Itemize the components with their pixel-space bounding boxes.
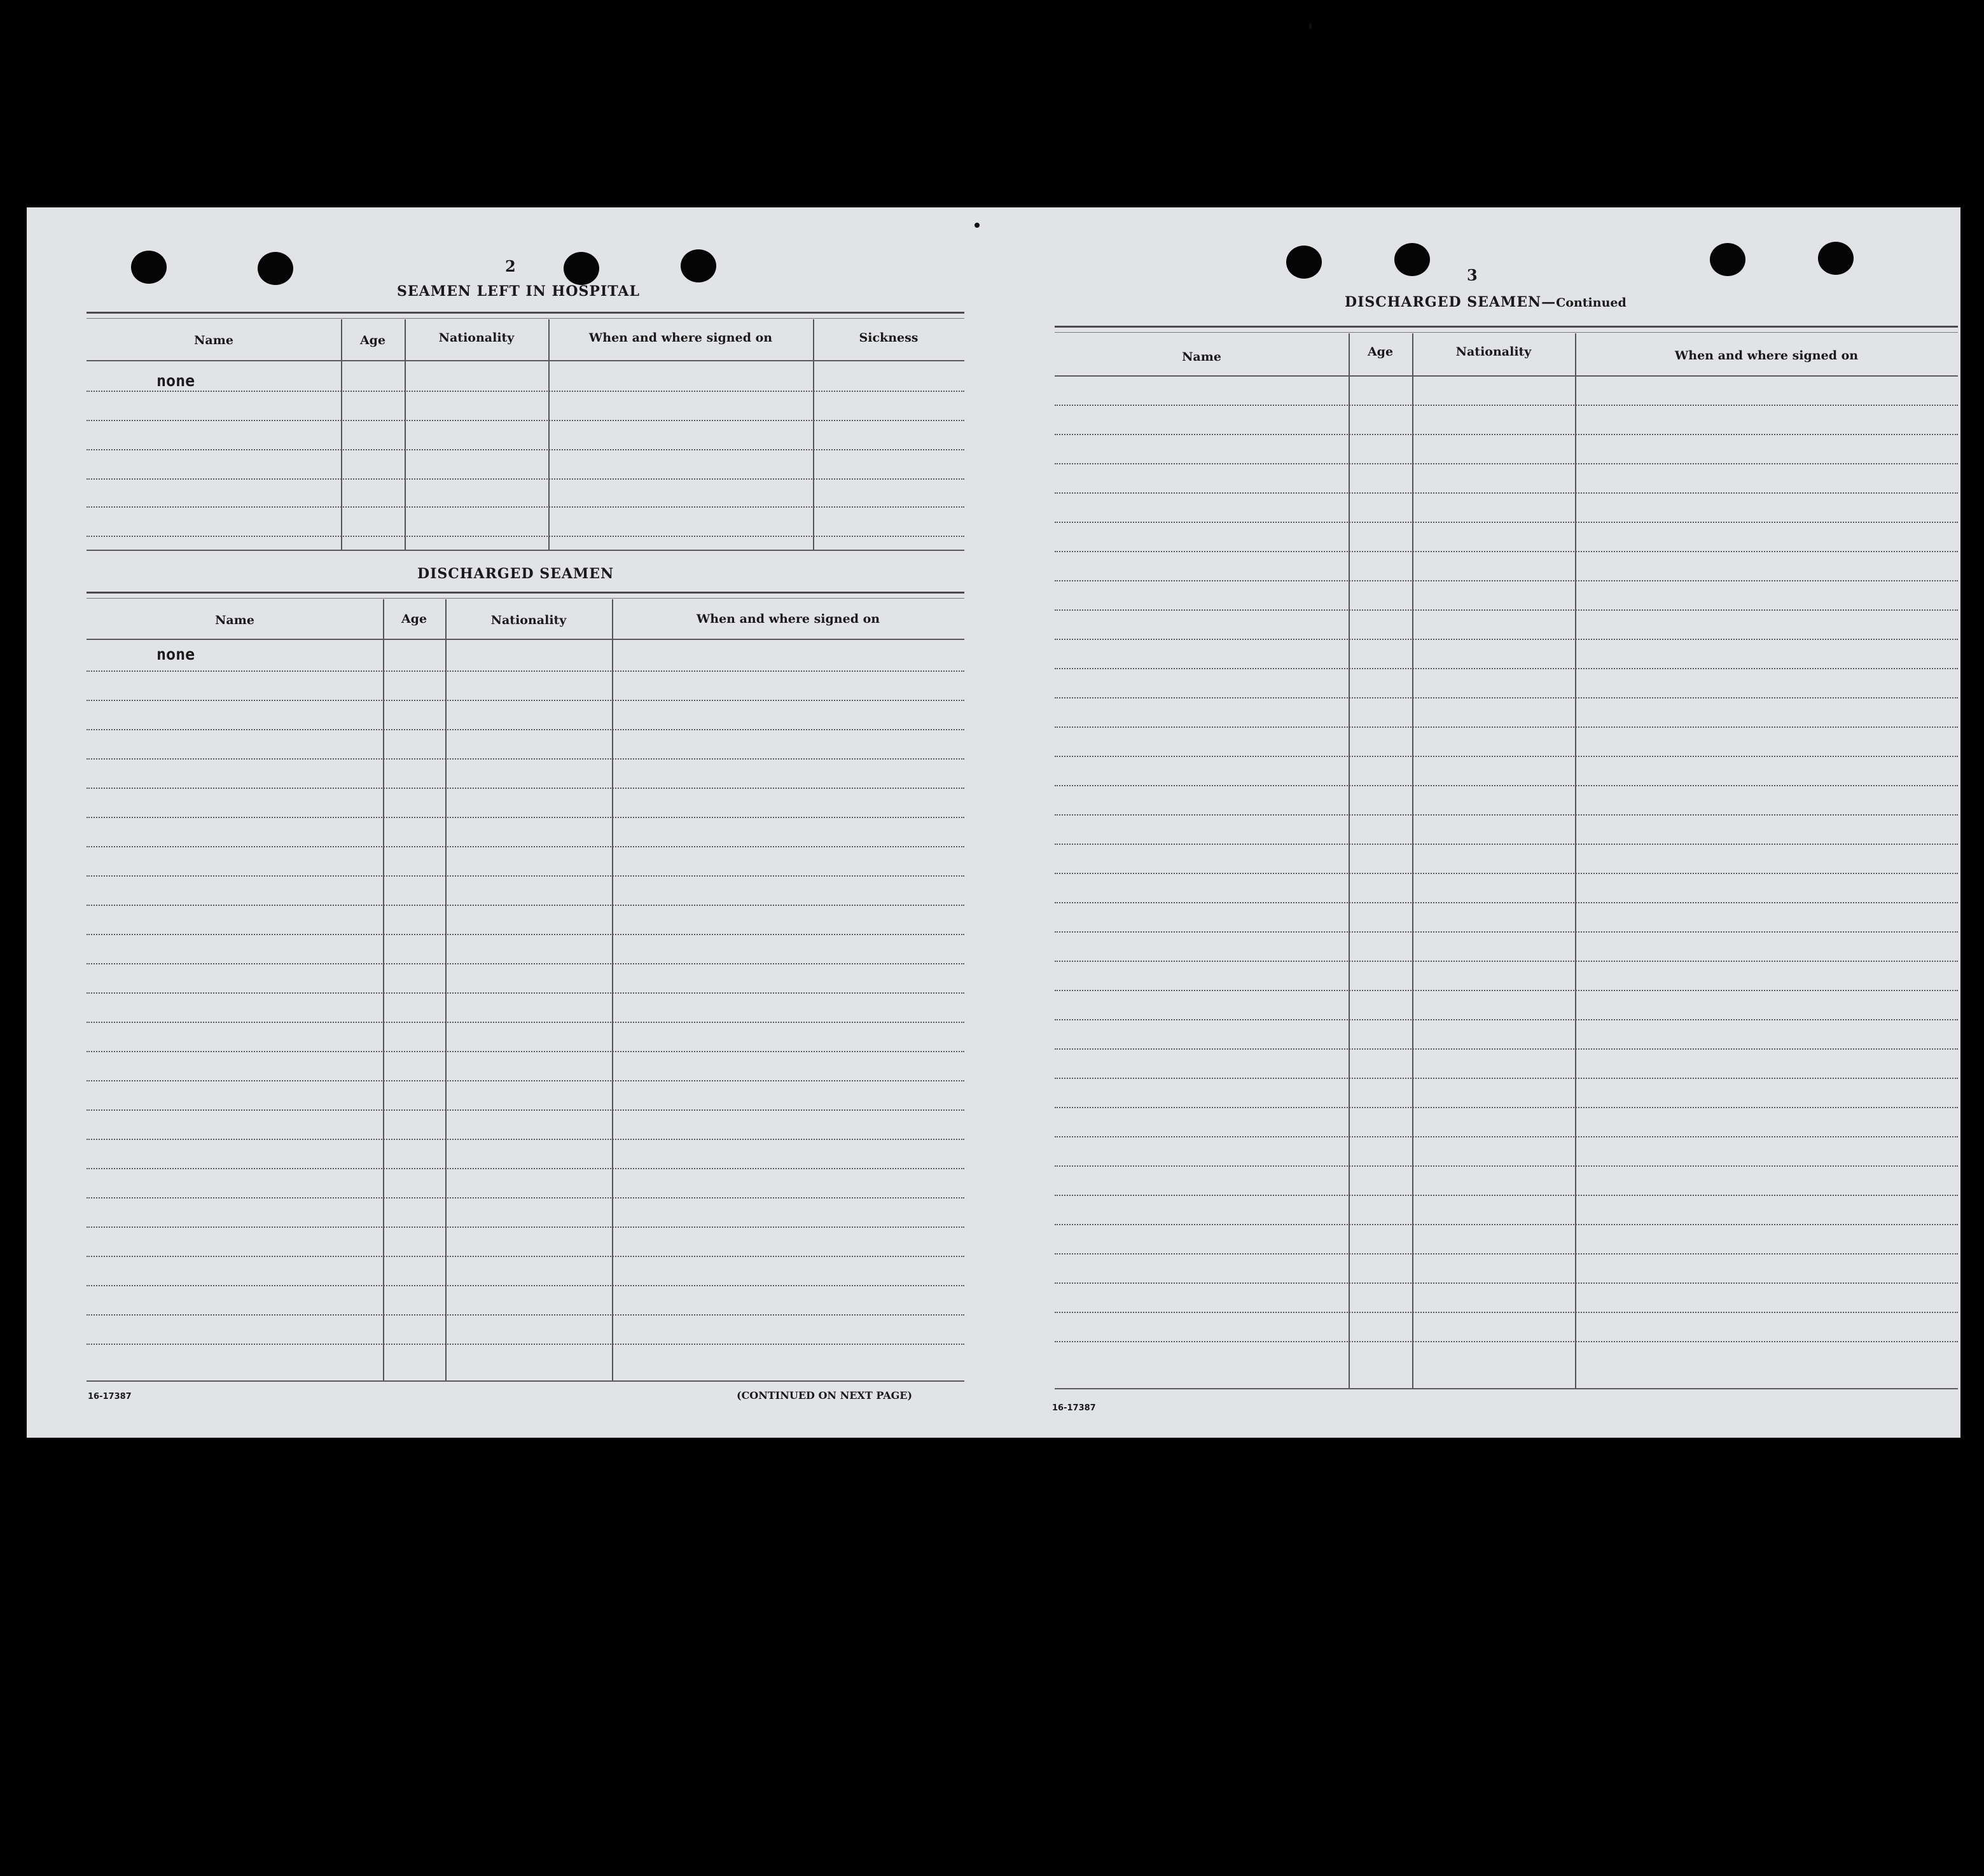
form-number: 16-17387	[88, 1392, 132, 1401]
column-header-nationality: Nationality	[438, 331, 515, 345]
dust-speck	[1309, 23, 1312, 29]
page-number: 2	[505, 257, 516, 275]
binder-hole	[1818, 242, 1854, 275]
column-header-age: Age	[401, 612, 427, 626]
column-header-name: Name	[194, 333, 233, 347]
binder-hole	[1710, 243, 1745, 276]
discharged-continued-table	[1055, 326, 1958, 1394]
discharged-entry-name: none	[156, 645, 195, 664]
form-number: 16-17387	[1052, 1403, 1096, 1413]
discharged-table	[87, 592, 964, 1387]
column-header-sickness: Sickness	[859, 331, 919, 345]
column-header-name: Name	[1182, 350, 1221, 364]
column-header-signed-on: When and where signed on	[588, 331, 773, 345]
hospital-entry-name: none	[156, 372, 195, 390]
continued-note: (CONTINUED ON NEXT PAGE)	[737, 1389, 913, 1401]
column-header-signed-on: When and where signed on	[696, 612, 880, 626]
document-sheet	[27, 207, 1960, 1438]
column-header-name: Name	[215, 613, 254, 627]
dust-speck	[29, 228, 33, 230]
dust-speck	[975, 223, 980, 228]
column-header-age: Age	[1367, 345, 1394, 359]
hospital-title: SEAMEN LEFT IN HOSPITAL	[397, 283, 640, 300]
page-number: 3	[1467, 266, 1478, 284]
left-page	[27, 207, 994, 1438]
binder-hole	[131, 251, 167, 284]
binder-hole	[258, 252, 293, 285]
binder-hole	[1286, 246, 1322, 279]
column-header-age: Age	[359, 333, 386, 347]
hospital-table	[87, 312, 964, 553]
discharged-continued-title: DISCHARGED SEAMEN—Continued	[1345, 294, 1627, 310]
right-page	[994, 207, 1960, 1438]
binder-hole	[681, 249, 716, 282]
discharged-title: DISCHARGED SEAMEN	[417, 566, 614, 582]
column-header-signed-on: When and where signed on	[1674, 349, 1859, 363]
binder-hole	[564, 252, 599, 285]
column-header-nationality: Nationality	[1455, 345, 1532, 359]
column-header-nationality: Nationality	[490, 613, 567, 627]
binder-hole	[1394, 243, 1430, 276]
